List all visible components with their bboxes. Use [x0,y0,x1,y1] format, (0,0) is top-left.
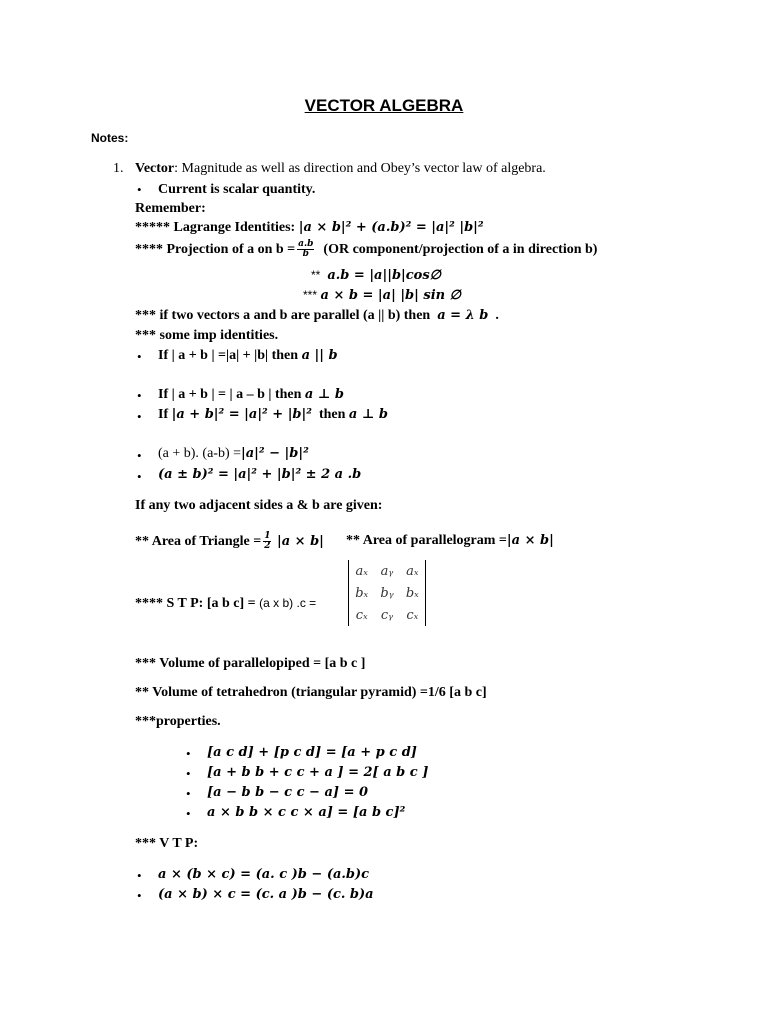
list-number: 1. [113,161,124,176]
dot-stars: ** [311,268,321,282]
property-item: [a c d] + [p c d] = [a + p c d] [207,745,417,760]
bullet: • [137,888,142,903]
matrix-cell: cₓ [406,607,419,623]
cross-product-line [303,289,461,303]
bullet: • [137,868,142,883]
vector-definition-text: : Magnitude as well as direction and Obey’s vector law of algebra. [174,161,546,176]
dot-product-line [311,269,441,283]
parallel-formula: a = λ b [437,308,489,323]
bullet: • [137,349,142,364]
matrix-cell: bᵧ [380,585,394,601]
bullet: • [186,786,191,801]
volume-parallelopiped: *** Volume of parallelopiped = [a b c ] [135,656,366,671]
identity-item: (a + b). (a-b) =|a|² − |b|² [158,446,309,461]
lagrange-label: ***** Lagrange Identities: [135,220,296,235]
matrix-cell: aᵧ [380,563,394,579]
parallel-text: *** if two vectors a and b are parallel (a || b) then [135,308,431,323]
bullet: • [137,388,142,403]
vector-definition [135,162,546,176]
matrix-cell: bₓ [355,585,369,601]
property-item: [a + b b + c c + a ] = 2[ a b c ] [207,765,429,780]
matrix-row [349,582,425,604]
projection-fraction [297,240,314,260]
bullet: • [137,469,142,484]
property-item: a × b b × c c × a] = [a b c]² [207,805,406,820]
projection-label: **** Projection of a on b = [135,242,296,258]
remember-label: Remember: [135,201,206,216]
scalar-note: Current is scalar quantity. [158,182,316,197]
volume-tetrahedron: ** Volume of tetrahedron (triangular pyramid) =1/6 [a b c] [135,685,487,700]
parallel-end: . [495,308,499,323]
identity-item: If | a + b | = | a – b | then a ⊥ b [158,387,344,402]
page-title: VECTOR ALGEBRA [304,96,464,115]
triangle-fraction: $\frac{1}{2}$ [264,531,271,552]
matrix-row [349,560,425,582]
vtp-item: (a × b) × c = (c. a )b − (c. b)a [158,887,374,902]
matrix-cell: cᵧ [380,607,394,623]
vtp-item: a × (b × c) = (a. c )b − (a.b)c [158,867,370,882]
matrix-cell: bₓ [405,585,419,601]
cross-stars: *** [303,288,318,302]
matrix-cell: cₓ [355,607,368,623]
property-item: [a − b b − c c − a] = 0 [207,785,369,800]
matrix-row [349,604,425,626]
bullet: • [137,409,142,424]
bullet: • [186,806,191,821]
identity-item: If | a + b | =|a| + |b| then a || b [158,348,338,363]
determinant-matrix [348,560,426,626]
lagrange-identity [135,221,484,235]
imp-identities-label: *** some imp identities. [135,328,279,343]
identity-item: (a ± b)² = |a|² + |b|² ± 2 a .b [158,467,362,482]
properties-label: ***properties. [135,714,221,729]
notes-label: Notes: [91,131,129,145]
lagrange-formula: |a × b|² + (a.b)² = |a|² |b|² [298,220,484,235]
triangle-area: ** Area of Triangle = $\frac{1}{2}$ |a × b| [135,531,324,552]
parallelogram-area: ** Area of parallelogram =|a × b| [346,533,554,548]
bullet: • [137,448,142,463]
projection-denominator: b [302,249,309,260]
cross-product-formula: a × b = |a| |b| sin ∅ [320,288,461,303]
matrix-cell: aₓ [355,563,368,579]
bullet: • [186,746,191,761]
bullet: • [137,182,142,197]
vector-term: Vector [135,161,175,176]
matrix-cell: aₓ [406,563,419,579]
adjacent-sides-heading: If any two adjacent sides a & b are given: [135,498,383,513]
vtp-label: *** V T P: [135,836,199,851]
bullet: • [186,766,191,781]
parallel-line [135,309,499,323]
identity-item: If |a + b|² = |a|² + |b|² then a ⊥ b [158,407,388,422]
projection-line [135,240,597,260]
stp-line: **** S T P: [a b c] = (a x b) .c = [135,596,317,611]
dot-product-formula: a.b = |a||b|cos∅ [327,268,441,283]
projection-numerator: a.b [298,239,314,249]
projection-note: (OR component/projection of a in direction b) [323,242,598,258]
